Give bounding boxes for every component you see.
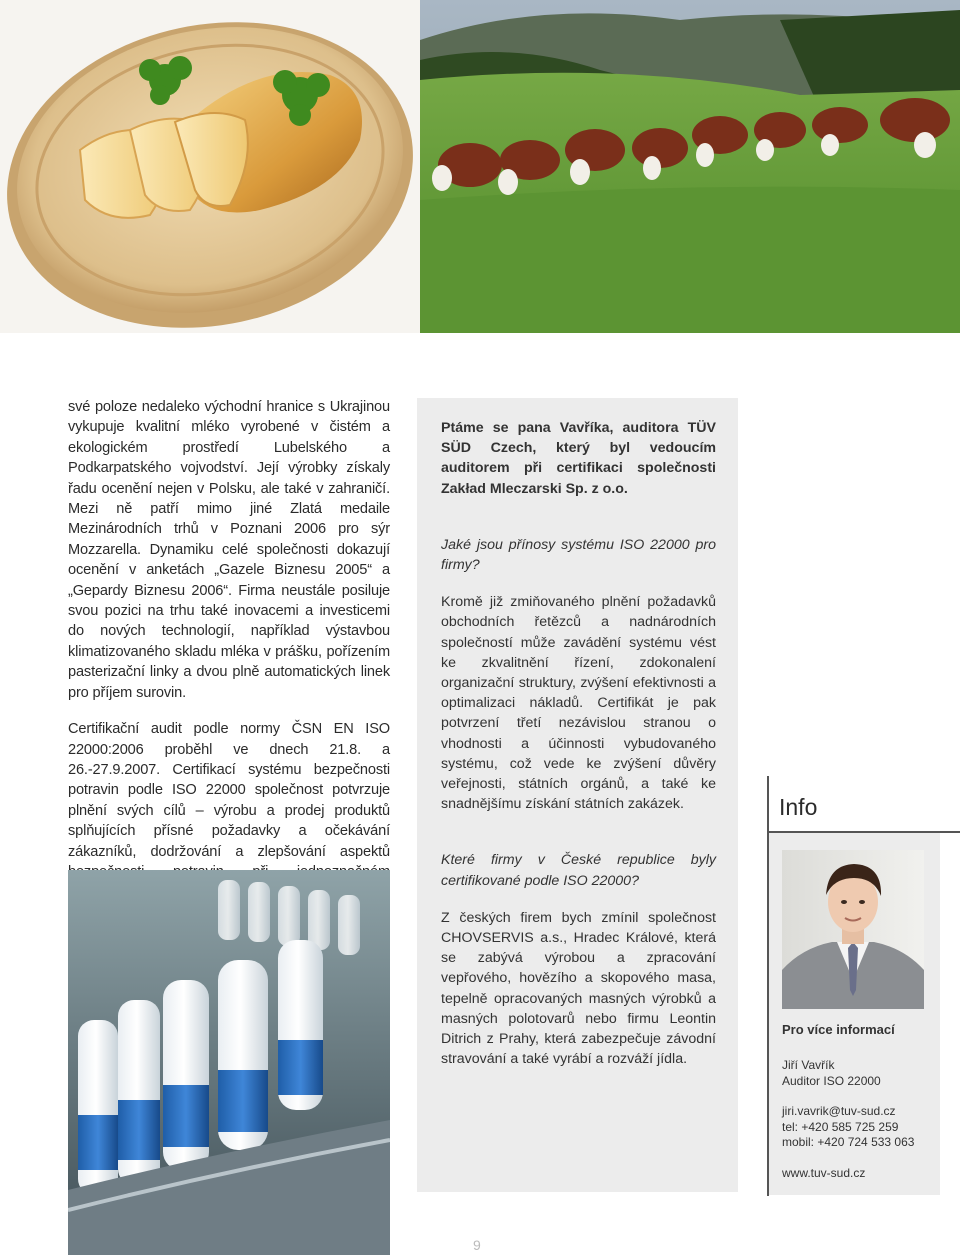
contact-block bbox=[782, 1058, 881, 1089]
page-number: 9 bbox=[473, 1237, 481, 1253]
interview-box bbox=[417, 398, 738, 1192]
interview-question: Jaké jsou přínosy systému ISO 22000 pro firmy? bbox=[441, 536, 716, 574]
interview-intro: Ptáme se pana Vavříka, auditora TÜV SÜD Czech, který byl vedoucím auditorem při certifikaci společnosti Zakład Mleczarski Sp. z o.o. bbox=[441, 420, 716, 497]
info-title: Info bbox=[779, 794, 818, 820]
contact-details bbox=[782, 1104, 914, 1151]
contact-email[interactable]: jiri.vavrik@tuv-sud.cz bbox=[782, 1104, 896, 1118]
contact-mobile: mobil: +420 724 533 063 bbox=[782, 1135, 915, 1149]
auditor-portrait bbox=[782, 850, 924, 1009]
cheese-photo bbox=[0, 0, 420, 333]
interview-answer: Kromě již zmiňovaného plnění požadavků obchodních řetězců a nadnárodních společností může zavádění systému vést ke zkvalitnění řízení, zdokonalení organizační struktury, zvýšení efektivnosti a optimalizaci nákladů. Certifikát je pak potvrzení třetí nezávislou stranou o vhodnosti a účinnosti vybudovaného systému, což vede ke zvýšení důvěry veřejnosti, státních orgánů, a také ke snadnějšímu získání státních zakázek. bbox=[441, 594, 716, 813]
cows-photo bbox=[420, 0, 960, 333]
contact-phone: tel: +420 585 725 259 bbox=[782, 1119, 899, 1134]
contact-website[interactable]: www.tuv-sud.cz bbox=[782, 1166, 866, 1180]
info-heading: Pro více informací bbox=[782, 1022, 895, 1037]
article-paragraph: své poloze nedaleko východní hranice s Ukrajinou vykupuje kvalitní mléko vyrobené v čistém a ekologickém prostředí Lubelského a Podkarpatského vojvodství. Její výrobky získaly řadu ocenění nejen v Polsku, ale také v zahraničí. Mezi ně patří mimo jiné Zlatá medaile Mezinárodních trhů v Poznani 2006 pro sýr Mozzarella. Dynamiku celé společnosti dokazují ocenění v anketách „Gazele Biznesu 2005“ a „Gepardy Biznesu 2006“. Firma neustále posiluje svou pozici na trhu také inovacemi a investicemi do nových technologií, například výstavbou klimatizovaného skladu mléka v prášku, pořízením pasterizační linky a dvou plně automatických linek pro příjem surovin. bbox=[68, 399, 390, 701]
milk-bottles-photo bbox=[68, 870, 390, 1255]
article-left-column bbox=[68, 397, 390, 919]
contact-role: Auditor ISO 22000 bbox=[782, 1073, 881, 1088]
article-paragraph: Certifikační audit podle normy ČSN EN ISO 22000:2006 proběhl ve dnech 21.8. a 26.-27.9.2007. Certifikací systému bezpečnosti potravin podle ISO 22000 společnost potvrzuje plnění svých cílů – výrobu a prodej produktů splňujících přísné požadavky a očekávání zákazníků, dodržování a zlepšování aspektů bbox=[68, 721, 390, 860]
interview-answer: Z českých firem bych zmínil společnost CHOVSERVIS a.s., Hradec Králové, která se zabývá výrobou a zpracování vepřového, hovězího a skopového masa, tepelně opracovaných masných výrobků a masných polotovarů nebo firmu Leontin Ditrich z Prahy, která zabezpečuje závodní stravování a také vyrábí a rozváží jídla. bbox=[441, 909, 716, 1068]
contact-name: Jiří Vavřík bbox=[782, 1058, 835, 1072]
interview-question: Které firmy v České republice byly certifikované podle ISO 22000? bbox=[441, 852, 716, 889]
